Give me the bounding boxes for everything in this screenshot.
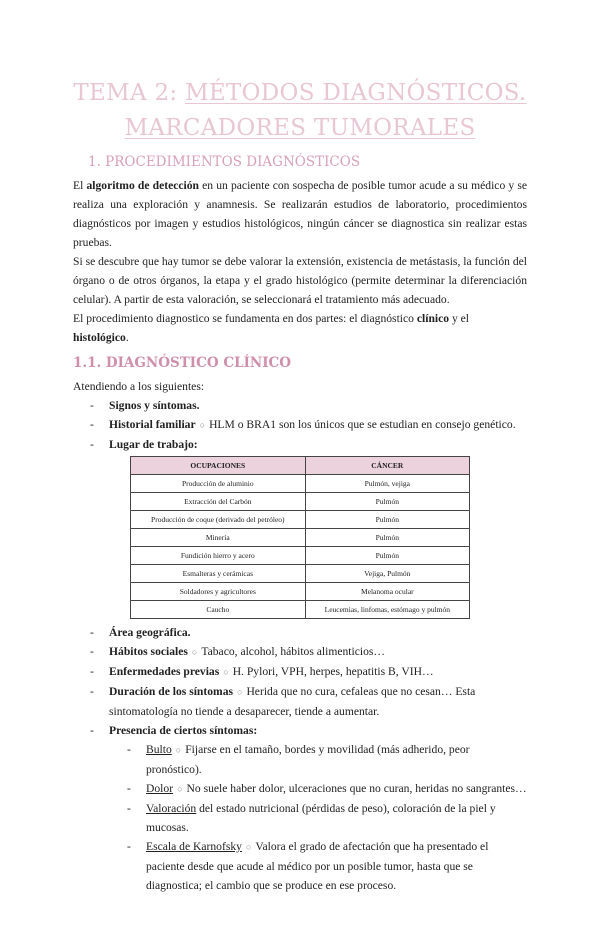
arrow-icon: ○ bbox=[191, 647, 198, 657]
arrow-icon: ○ bbox=[177, 784, 183, 794]
list-item-body bbox=[109, 721, 527, 740]
table-row bbox=[131, 565, 470, 583]
text: y el bbox=[449, 312, 470, 325]
occupation-cell: Extracción del Carbón bbox=[131, 493, 306, 511]
bold-term: algoritmo de detección bbox=[86, 179, 199, 192]
occupation-cell: Producción de coque (derivado del petróleo) bbox=[131, 511, 306, 529]
title-main: MÉTODOS DIAGNÓSTICOS. bbox=[185, 80, 527, 106]
item-label: Historial familiar bbox=[109, 418, 196, 431]
title-subtitle: MARCADORES TUMORALES bbox=[124, 115, 476, 141]
section-heading-diagnostico-clinico: 1.1. DIAGNÓSTICO CLÍNICO bbox=[73, 355, 292, 371]
sub-item-label: Valoración bbox=[146, 802, 197, 815]
bullet-dash: - bbox=[90, 665, 94, 678]
sub-item-label: Escala de Karnofsky bbox=[146, 840, 242, 853]
list-item-body bbox=[109, 415, 527, 435]
paragraph-algoritmo bbox=[73, 176, 527, 252]
cancer-cell: Pulmón bbox=[305, 529, 469, 547]
section-heading-procedimientos: 1. PROCEDIMIENTOS DIAGNÓSTICOS bbox=[88, 154, 361, 170]
table-row bbox=[131, 511, 470, 529]
occupation-cell: Soldadores y agricultores bbox=[131, 583, 306, 601]
column-header: OCUPACIONES bbox=[131, 457, 306, 475]
sub-list-item bbox=[127, 799, 527, 837]
occupation-cell: Esmalteras y cerámicas bbox=[131, 565, 306, 583]
occupations-table bbox=[130, 456, 470, 619]
bullet-dash: - bbox=[90, 724, 94, 737]
cancer-cell: Leucemias, linfomas, estómago y pulmón bbox=[305, 601, 469, 619]
item-label: Área geográfica. bbox=[109, 626, 191, 639]
list-item-body bbox=[146, 799, 527, 837]
table-row bbox=[131, 475, 470, 493]
cancer-cell: Pulmón bbox=[305, 511, 469, 529]
list-item bbox=[90, 396, 527, 415]
list-item bbox=[90, 662, 527, 682]
list-item-body bbox=[109, 435, 527, 454]
list-item bbox=[90, 623, 527, 642]
list-item-body bbox=[146, 779, 527, 799]
paragraph-fundamento bbox=[73, 309, 527, 347]
cancer-cell: Vejiga, Pulmón bbox=[305, 565, 469, 583]
list-item bbox=[90, 415, 527, 435]
occupation-cell: Caucho bbox=[131, 601, 306, 619]
text: El bbox=[73, 179, 87, 192]
item-label: Presencia de ciertos síntomas: bbox=[109, 724, 258, 737]
column-header: CÁNCER bbox=[305, 457, 469, 475]
sub-item-label: Bulto bbox=[146, 743, 172, 756]
occupation-cell: Minería bbox=[131, 529, 306, 547]
bold-term: histológico bbox=[73, 331, 126, 344]
arrow-icon: ○ bbox=[175, 745, 182, 755]
list-item bbox=[90, 435, 527, 454]
arrow-icon: ○ bbox=[237, 687, 243, 697]
cancer-cell: Melanoma ocular bbox=[305, 583, 469, 601]
bullet-dash: - bbox=[127, 782, 131, 795]
item-label: Lugar de trabajo: bbox=[109, 438, 198, 451]
item-text: Herida que no cura, cefaleas que no cesan… Esta sintomatología no tiende a desaparecer, tiende a aumentar. bbox=[109, 685, 476, 718]
document-title-line1 bbox=[33, 76, 567, 111]
arrow-icon: ○ bbox=[199, 420, 206, 430]
cancer-cell: Pulmón bbox=[305, 547, 469, 565]
sub-list-item bbox=[127, 779, 527, 799]
item-text: Tabaco, alcohol, hábitos alimenticios… bbox=[201, 645, 386, 658]
bullet-dash: - bbox=[90, 645, 94, 658]
sub-item-text: No suele haber dolor, ulceraciones que no curan, heridas no sangrantes… bbox=[186, 782, 527, 795]
bullet-dash: - bbox=[127, 840, 131, 853]
bullet-dash: - bbox=[90, 626, 94, 639]
cancer-cell: Pulmón, vejiga bbox=[305, 475, 469, 493]
text: . bbox=[125, 331, 129, 344]
text: en un paciente con sospecha de posible tumor acude a su médico y se realiza una exploración y anamnesis. Se realizarán estudios de laboratorio, procedimientos diagnósticos por imagen y estudios histológicos, ningún cáncer se diagnostica sin realizar estas pruebas. bbox=[73, 179, 527, 249]
arrow-icon: ○ bbox=[245, 842, 252, 852]
table-header-row bbox=[131, 457, 470, 475]
criteria-list bbox=[73, 396, 527, 895]
sub-list-item bbox=[127, 837, 527, 895]
arrow-icon: ○ bbox=[223, 667, 229, 677]
bullet-dash: - bbox=[90, 399, 94, 412]
paragraph-valoracion: Si se descubre que hay tumor se debe valorar la extensión, existencia de metástasis, la función del órgano o de otros órganos, la etapa y el grado histológico (permite determinar la diferenciación celular). A partir de esta valoración, se seleccionará el tratamiento más adecuado. bbox=[73, 255, 527, 306]
table-row bbox=[131, 547, 470, 565]
sub-item-text: Valora el grado de afectación que ha presentado el paciente desde que acude al médico por un posible tumor, hasta que se diagnostica; el cambio que se produce en ese proceso. bbox=[146, 840, 489, 892]
occupation-cell: Producción de aluminio bbox=[131, 475, 306, 493]
list-item-body bbox=[109, 642, 527, 662]
list-item-body bbox=[109, 662, 527, 682]
occupation-cell: Fundición hierro y acero bbox=[131, 547, 306, 565]
bullet-dash: - bbox=[90, 438, 94, 451]
bold-term: clínico bbox=[416, 312, 450, 325]
list-item-body bbox=[146, 837, 527, 895]
list-item-body bbox=[146, 740, 527, 779]
item-text: H. Pylori, VPH, herpes, hepatitis B, VIH… bbox=[232, 665, 434, 678]
document-title-line2 bbox=[33, 111, 567, 146]
bullet-dash: - bbox=[90, 685, 94, 698]
text: El procedimiento diagnostico se fundamenta en dos partes: el diagnóstico bbox=[73, 312, 417, 325]
sub-list-item bbox=[127, 740, 527, 779]
item-label: Enfermedades previas bbox=[109, 665, 220, 678]
title-prefix: TEMA 2: bbox=[73, 80, 186, 106]
table-row bbox=[131, 493, 470, 511]
list-item bbox=[90, 721, 527, 740]
table-row bbox=[131, 583, 470, 601]
item-label: Signos y síntomas. bbox=[109, 399, 200, 412]
item-label: Hábitos sociales bbox=[109, 645, 188, 658]
sub-item-text: Fijarse en el tamaño, bordes y movilidad (más adherido, peor pronóstico). bbox=[146, 743, 470, 776]
list-item bbox=[90, 642, 527, 662]
item-text: HLM o BRA1 son los únicos que se estudian en consejo genético. bbox=[209, 418, 516, 431]
list-item-body bbox=[109, 396, 527, 415]
list-item-body bbox=[109, 623, 527, 642]
sub-item-label: Dolor bbox=[146, 782, 174, 795]
item-label: Duración de los síntomas bbox=[109, 685, 233, 698]
table-row bbox=[131, 601, 470, 619]
list-item-body bbox=[109, 682, 527, 721]
cancer-cell: Pulmón bbox=[305, 493, 469, 511]
table-row bbox=[131, 529, 470, 547]
intro-text: Atendiendo a los siguientes: bbox=[73, 380, 205, 393]
bullet-dash: - bbox=[127, 802, 131, 815]
bullet-dash: - bbox=[127, 743, 131, 756]
list-item bbox=[90, 682, 527, 721]
bullet-dash: - bbox=[90, 418, 94, 431]
sub-item-text: del estado nutricional (pérdidas de peso), coloración de la piel y mucosas. bbox=[146, 802, 496, 834]
